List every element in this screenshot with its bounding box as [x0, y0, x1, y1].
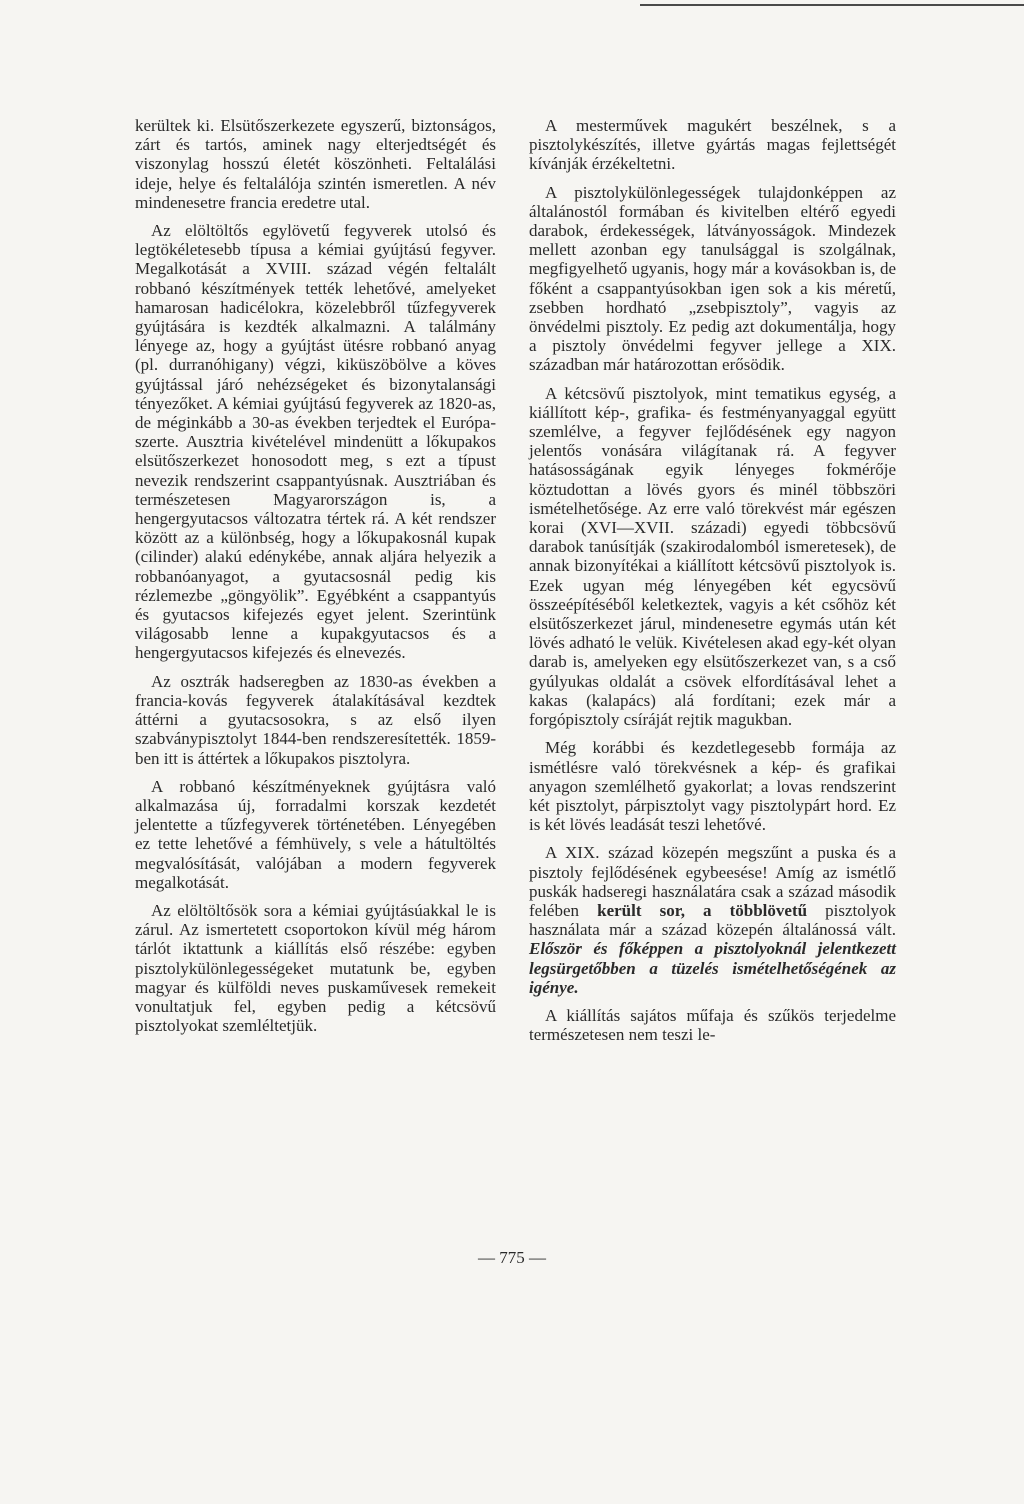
paragraph: A robbanó készítményeknek gyújtásra való alkalmazása új, forradalmi korszak kezdetét jelentette a tűzfegyverek történetében. Lényegében ez tette lehetővé a fémhüvely, s vele a hátultöltés megvalósítását, valójában a modern fegyverek megalkotását. [135, 776, 496, 892]
paragraph-text: pisztolyok használata már a század közepén általánossá vált. [529, 900, 897, 940]
paragraph: Még korábbi és kezdetlegesebb formája az ismétlésre való törekvésnek a kép- és grafikai anyagon szemlélhető gyakorlat; a lovas rendszerint két pisztolyt, párpisztolyt vagy pisztolypárt hord. Ez is két lövés leadását teszi lehetővé. [529, 738, 896, 835]
paragraph: Az elöltöltősök sora a kémiai gyújtásúakkal le is zárul. Az ismertetett csoportokon kívül még három tárlót iktattunk a kiállítás első részébe: egyben pisztolykülönlegességeket mutatunk be, egyben magyar és külföldi neves puskaművesek remekeit vonultatjuk fel, egyben pedig a kétcsövű pisztolyokat szemléltetjük. [135, 900, 496, 1036]
paragraph: A pisztolykülönlegességek tulajdonképpen az általánostól formában és kivitelben eltérő egyedi darabok, érdekességek, látványosságok. Mindezek mellett azonban egy tanulsággal is szolgálnak, megfigyelhető ugyanis, hogy már a kovásokban is, de főként a csappantyúsokban igen sok a kis méretű, zsebben hordható „zsebpisztoly”, vagyis az önvédelmi pisztoly. Ez pedig azt dokumentálja, hogy a pisztoly önvédelmi fegyver jellege a XIX. században már határozottan erősödik. [529, 182, 896, 375]
paragraph: Az osztrák hadseregben az 1830-as években a francia-kovás fegyverek átalakításával kezdtek áttérni a gyutacsosokra, s az első ilyen szabványpisztolyt 1844-ben rendszeresítették. 1859-ben itt is áttértek a lőkupakos pisztolyra. [135, 671, 496, 768]
left-text-column [135, 116, 496, 1044]
paragraph-text: A XIX. század közepén megszűnt a puska és a pisztoly fejlődésének egybeesése! Amíg az ismétlő puskák hadseregi használatára csak a század második felében [529, 843, 896, 920]
paragraph: Az elöltöltős egylövetű fegyverek utolsó és legtökéletesebb típusa a kémiai gyújtású fegyver. Megalkotását a XVIII. század végén feltalált robbanó készítmények tették lehetővé, amelyeket hamarosan hadicélokra, közelebbről tűzfegyverek gyújtására is kezdték alkalmazni. A találmány lényege az, hogy a gyújtást ütésre robbanó anyag (pl. durranóhigany) végzi, kiküszöbölve a köves gyújtással járó nehézségeket és bizonytalansági tényezőket. A kémiai gyújtású fegyverek az 1820-as, de méginkább a 30-as években terjedtek el Európa-szerte. Ausztria kivételével mindenütt a lőkupakos elsütőszerkezet honosodott meg, s ezt a típust nevezik rendszerint csappantyúsnak. Ausztriában és természetesen Magyarországon is, a hengergyutacsos változatra tértek rá. A két rendszer között az a különbség, hogy a lőkupakosnál kupak (cilinder) alakú edénykébe, annak aljára helyezik a robbanóanyagot, a gyutacsosnál pedig kis rézlemezbe „göngyölik”. Egyébként a csappantyús és gyutacsos kifejezés egyet jelent. Szerintünk világosabb lenne a kupakgyutacsos és a hengergyutacsos kifejezés és elnevezés. [135, 221, 496, 663]
paragraph: A mesterművek magukért beszélnek, s a pisztolykészítés, illetve gyártás magas fejlettségét kívánják érzékeltetni. [529, 116, 896, 174]
paragraph: A kétcsövű pisztolyok, mint tematikus egység, a kiállított kép-, grafika- és festményanyaggal együtt szemlélve, a fegyver fejlődésének egy nagyon jelentős vonására világítanak rá. A fegyver hatásosságának egyik lényeges fokmérője köztudottan a lövés gyors és minél többszöri ismételhetősége. Az erre való törekvést már egészen korai (XVI—XVII. századi) egyedi többcsövű darabok tanúsítják (szakirodalomból ismeretesek), de annak bizonyítékai a kiállított kétcsövű pisztolyok is. Ezek ugyan még lényegében két egycsövű összeépítéséből keletkeztek, vagyis a két csőhöz két elsütőszerkezet járul, mindenesetre egymás után két lövés adható le velük. Kivételesen akad egy-két olyan darab is, amelyeken egy elsütőszerkezet van, s a cső gyúlyukas oldalát a csövek elfordításával lehet a kakas (kalapács) alá fordítani; ezek már a forgópisztoly csíráját rejtik magukban. [529, 383, 896, 730]
paragraph: kerültek ki. Elsütőszerkezete egyszerű, biztonságos, zárt és tartós, aminek nagy elterjedtségét és viszonylag hosszú életét köszönheti. Feltalálási ideje, helye és feltalálója szintén ismeretlen. A név mindenesetre francia eredetre utal. [135, 116, 496, 212]
bold-phrase: került sor, a többlövetű [597, 900, 808, 920]
paragraph [529, 843, 896, 997]
page-number: — 775 — [478, 1248, 546, 1267]
top-edge-rule [640, 4, 1024, 6]
right-text-column [529, 116, 896, 1053]
paragraph: A kiállítás sajátos műfaja és szűkös terjedelme természetesen nem teszi le- [529, 1005, 896, 1045]
emphasized-sentence: Először és főképpen a pisztolyoknál jelentkezett legsürgetőbben a tüzelés ismételhetőségének az igénye. [529, 939, 896, 997]
